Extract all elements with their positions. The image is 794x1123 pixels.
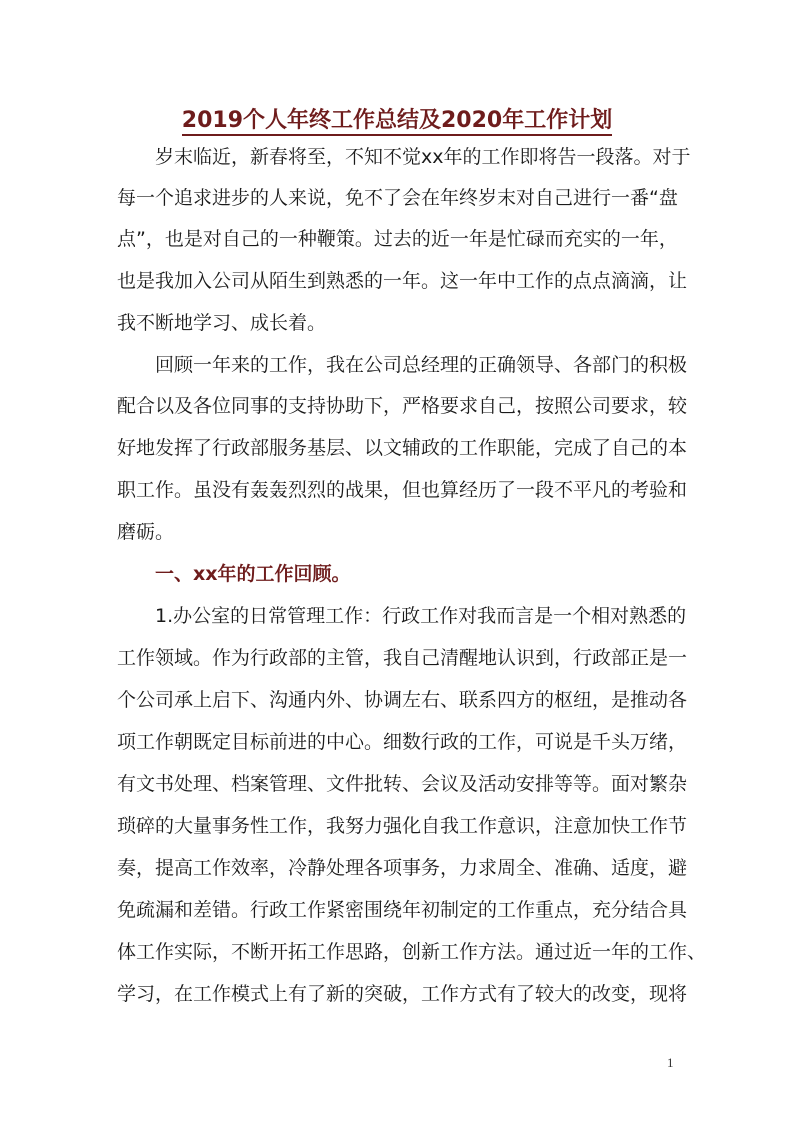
paragraph-line: 琐碎的大量事务性工作，我努力强化自我工作意识，注意加快工作节: [117, 815, 688, 837]
paragraph-line: 工作领域。作为行政部的主管，我自己清醒地认识到，行政部正是一: [117, 647, 688, 669]
paragraph-line: 每一个追求进步的人来说，免不了会在年终岁末对自己进行一番“盘: [117, 187, 678, 209]
title-text: 2019个人年终工作总结及2020年工作计划: [182, 108, 612, 136]
paragraph-line: 磨砺。: [117, 521, 175, 543]
paragraph-line: 职工作。虽没有轰轰烈烈的战果，但也算经历了一段不平凡的考验和: [117, 479, 688, 501]
section-heading: 一、xx年的工作回顾。: [155, 563, 351, 585]
paragraph-line: 岁末临近，新春将至，不知不觉xx年的工作即将告一段落。对于: [155, 146, 691, 168]
paragraph-line: 有文书处理、档案管理、文件批转、会议及活动安排等等。面对繁杂: [117, 773, 688, 795]
paragraph-line: 回顾一年来的工作，我在公司总经理的正确领导、各部门的积极: [155, 354, 688, 376]
paragraph-line: 体工作实际，不断开拓工作思路，创新工作方法。通过近一年的工作、: [117, 941, 707, 963]
paragraph-line: 学习，在工作模式上有了新的突破，工作方式有了较大的改变，现将: [117, 983, 688, 1005]
paragraph-line: 奏，提高工作效率，冷静处理各项事务，力求周全、准确、适度，避: [117, 857, 688, 879]
paragraph-line: 免疏漏和差错。行政工作紧密围绕年初制定的工作重点，充分结合具: [117, 899, 688, 921]
paragraph-line: 1.办公室的日常管理工作：行政工作对我而言是一个相对熟悉的: [155, 605, 687, 627]
paragraph-line: 配合以及各位同事的支持协助下，严格要求自己，按照公司要求，较: [117, 395, 688, 417]
paragraph-line: 我不断地学习、成长着。: [117, 312, 327, 334]
paragraph-line: 点”，也是对自己的一种鞭策。过去的近一年是忙碌而充实的一年，: [117, 228, 678, 250]
document-title: [0, 103, 794, 134]
paragraph-line: 也是我加入公司从陌生到熟悉的一年。这一年中工作的点点滴滴，让: [117, 270, 688, 292]
paragraph-line: 项工作朝既定目标前进的中心。细数行政的工作，可说是千头万绪，: [117, 731, 688, 753]
paragraph-line: 好地发挥了行政部服务基层、以文辅政的工作职能，完成了自己的本: [117, 437, 688, 459]
page-number: 1: [667, 1055, 674, 1070]
paragraph-line: 个公司承上启下、沟通内外、协调左右、联系四方的枢纽，是推动各: [117, 689, 688, 711]
